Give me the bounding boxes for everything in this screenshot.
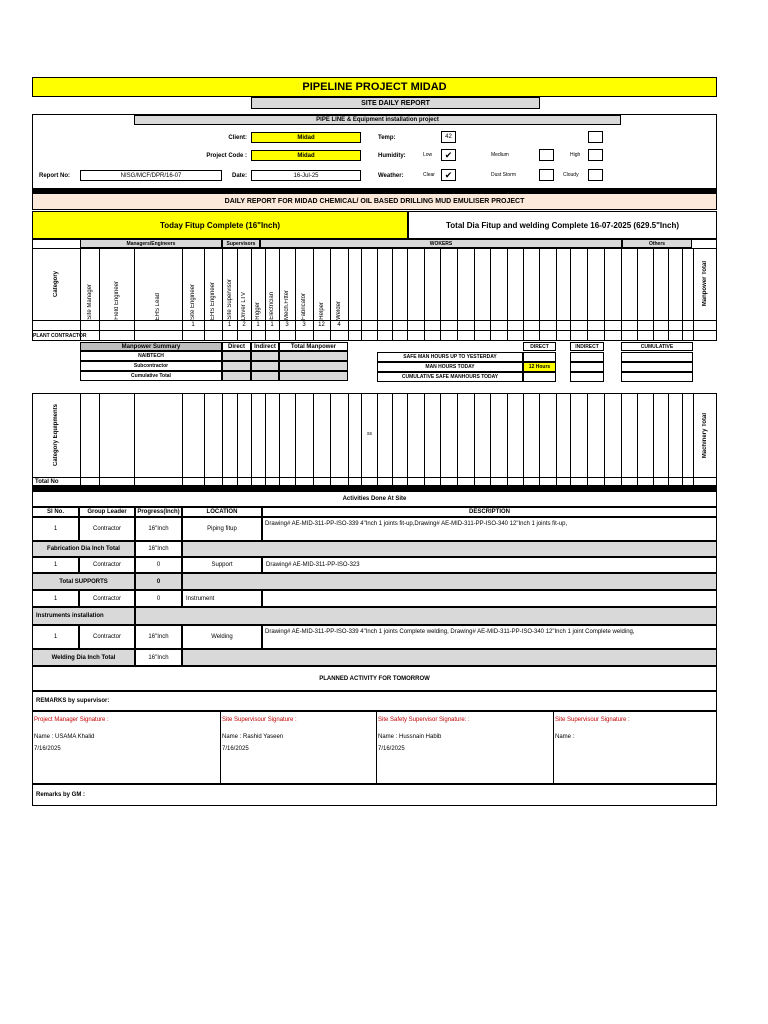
report-no-value: NISG/MCF/DPR/16-07 — [80, 170, 222, 181]
grid-line — [570, 393, 571, 486]
weather-clear-checkbox[interactable]: ✔ — [441, 169, 456, 181]
man-hours-today-value: 12 Hours — [523, 362, 556, 372]
safe-yesterday-label: SAFE MAN HOURS UP TO YESTERDAY — [377, 352, 523, 362]
role-header: Mech.Fitter — [284, 289, 290, 320]
grid-line — [134, 248, 135, 341]
weather-cloudy-label: Cloudy — [563, 172, 579, 178]
role-header: Helper — [318, 302, 325, 320]
grid-line — [621, 248, 622, 341]
summary-cell — [279, 371, 348, 381]
weld-total-value: 16"Inch — [135, 649, 182, 666]
grid-line — [377, 393, 378, 486]
planned-activity: PLANNED ACTIVITY FOR TOMORROW — [32, 666, 717, 691]
signature-name: Name : — [555, 734, 575, 740]
role-count: 2 — [242, 322, 246, 328]
grid-line — [693, 393, 694, 486]
grid-line — [361, 393, 362, 486]
grid-line — [653, 248, 654, 341]
signature-title: Site Supervisour Signature : — [555, 717, 630, 723]
grid-line — [204, 393, 205, 486]
role-count: 3 — [285, 322, 289, 328]
safe-indirect-header: INDIRECT — [570, 342, 604, 351]
grid-line — [556, 248, 557, 341]
safe-cell — [621, 372, 693, 382]
grid-line — [523, 248, 524, 341]
project-code-value: Midad — [251, 150, 361, 161]
grid-line — [457, 248, 458, 341]
grid-line — [637, 248, 638, 341]
grid-line — [237, 248, 238, 341]
act3-group-leader: Contractor — [79, 590, 135, 607]
remarks-gm: Remarks by GM : — [32, 784, 717, 806]
grid-line — [682, 393, 683, 486]
grid-line — [490, 248, 491, 341]
manpower-total-label: Manpower Total — [702, 261, 708, 307]
daily-report-title: DAILY REPORT FOR MIDAD CHEMICAL/ OIL BASED DRILLING MUD EMULISER PROJECT — [32, 193, 717, 210]
summary-row-label: Cumulative Total — [80, 371, 222, 381]
humidity-high-label: High — [570, 152, 581, 158]
group-managers: Managers/Engineers — [80, 239, 222, 248]
signature-date: 7/16/2025 — [222, 746, 249, 752]
grid-line — [330, 393, 331, 486]
grid-line — [539, 248, 540, 341]
act3-description — [262, 590, 717, 607]
grid-line — [587, 248, 588, 341]
grid-line — [204, 248, 205, 341]
man-hours-today-label: MAN HOURS TODAY — [377, 362, 523, 372]
signature-title: Project Manager Signature : — [34, 717, 109, 723]
grid-line — [377, 248, 378, 341]
grid-line — [265, 248, 266, 341]
role-header: Site Engineer — [190, 283, 196, 320]
activities-title: Activities Done At Site — [32, 491, 717, 507]
project-code-label: Project Code : — [206, 152, 247, 159]
col-sl: Sl No. — [32, 507, 79, 517]
signature-divider — [553, 711, 554, 784]
summary-cell — [251, 351, 279, 361]
grid-line — [424, 248, 425, 341]
weather-label: Weather: — [378, 172, 404, 179]
grid-line — [570, 248, 571, 341]
summary-cell — [222, 351, 251, 361]
group-others: Others — [622, 239, 692, 248]
fab-total-label: Fabrication Dia Inch Total — [32, 541, 135, 557]
signature-date: 7/16/2025 — [34, 746, 61, 752]
grid-line — [80, 248, 81, 341]
safe-cell — [570, 362, 604, 372]
role-count: 4 — [337, 322, 341, 328]
group-supervisors: Supervisors — [222, 239, 260, 248]
role-header: Site Supervisor — [226, 279, 233, 320]
grid-line — [313, 393, 314, 486]
grid-line — [182, 393, 183, 486]
act2-progress: 0 — [135, 557, 182, 573]
project-description: PIPE LINE & Equipment installation project — [134, 115, 621, 125]
role-header: Electrician — [269, 292, 275, 320]
summary-cell — [279, 351, 348, 361]
role-count — [204, 320, 222, 330]
role-header: Field Engineer — [113, 281, 120, 320]
act4-location: Welding — [182, 625, 262, 649]
grid-line — [348, 248, 349, 341]
act2-description: Drawing# AE-MID-311-PP-ISO-323 — [262, 557, 717, 573]
sup-total-value: 0 — [135, 573, 182, 590]
act2-location: Support — [182, 557, 262, 573]
grid-line — [539, 393, 540, 486]
humidity-low-label: Low — [423, 152, 433, 158]
client-value: Midad — [251, 132, 361, 143]
weather-clear-label: Clear — [423, 172, 435, 178]
today-fitup: Today Fitup Complete (16"Inch) — [32, 211, 408, 239]
grid-line — [507, 248, 508, 341]
grid-line — [392, 393, 393, 486]
summary-cell — [222, 361, 251, 371]
col-description: DESCRIPTION — [262, 507, 717, 517]
grid-line — [653, 393, 654, 486]
role-count: 3 — [302, 322, 306, 328]
act3-progress: 0 — [135, 590, 182, 607]
safe-cell — [570, 352, 604, 362]
temp-label: Temp: — [378, 134, 396, 141]
safe-cell — [523, 352, 556, 362]
grid-line — [604, 248, 605, 341]
act2-group-leader: Contractor — [79, 557, 135, 573]
grid-line — [99, 248, 100, 341]
weather-cloudy-checkbox[interactable] — [588, 169, 603, 181]
group-workers: WOKERS — [260, 239, 622, 248]
safe-cell — [621, 362, 693, 372]
grid-line — [222, 248, 223, 341]
role-header: Welder — [336, 301, 342, 320]
act3-location: Instrument — [182, 590, 262, 607]
grid-line — [440, 393, 441, 486]
col-progress: Progress(Inch) — [135, 507, 182, 517]
grid-line — [313, 248, 314, 341]
act4-progress: 16"Inch — [135, 625, 182, 649]
date-label: Date: — [231, 172, 247, 179]
grid-line — [637, 393, 638, 486]
equipment-mark: ss — [367, 431, 372, 437]
humidity-label: Humidity: — [378, 152, 406, 159]
grid-line — [507, 393, 508, 486]
act1-sl: 1 — [32, 517, 79, 541]
summary-cell — [222, 371, 251, 381]
grid-line — [457, 393, 458, 486]
grid-line — [295, 248, 296, 341]
grid-line — [279, 393, 280, 486]
grid-line — [556, 393, 557, 486]
summary-total-header: Total Manpower — [279, 342, 348, 351]
col-group-leader: Group Leader — [79, 507, 135, 517]
act4-description: Drawing# AE-MID-311-PP-ISO-339 4"Inch 1 joints Complete welding, Drawing# AE-MID-311-PP-ISO-340 12"Inch 1 joint Complete welding, — [262, 625, 717, 649]
role-count: 1 — [270, 322, 274, 328]
grid-line — [32, 477, 717, 478]
grid-line — [251, 393, 252, 486]
temp-value: 42 — [441, 131, 456, 143]
role-header: Site Manager — [86, 284, 93, 320]
grid-line — [32, 330, 717, 331]
grid-line — [80, 393, 81, 486]
grid-line — [330, 248, 331, 341]
safe-direct-header: DIRECT — [523, 342, 556, 351]
signature-name: Name : USAMA Khalid — [34, 734, 95, 740]
summary-cell — [251, 361, 279, 371]
signature-name: Name : Hussnain Habib — [378, 734, 442, 740]
total-no-label: Total No — [35, 478, 59, 485]
humidity-low-checkbox[interactable]: ✔ — [441, 149, 456, 161]
signature-divider — [220, 711, 221, 784]
role-count — [99, 320, 134, 330]
fab-total-value: 16"Inch — [135, 541, 182, 557]
safe-cell — [570, 372, 604, 382]
grid-line — [424, 393, 425, 486]
grid-line — [621, 393, 622, 486]
weather-dust-checkbox[interactable] — [539, 169, 554, 181]
manpower-summary-header: Manpower Summary — [80, 342, 222, 351]
humidity-medium-checkbox[interactable] — [539, 149, 554, 161]
act2-sl: 1 — [32, 557, 79, 573]
summary-row-label: Subcontractor — [80, 361, 222, 371]
signature-name: Name : Rashid Yaseen — [222, 734, 284, 740]
safe-cell — [523, 372, 556, 382]
grid-line — [99, 393, 100, 486]
grid-line — [134, 393, 135, 486]
category-equipments-label: Category Equipments — [53, 404, 59, 467]
signature-title: Site Safety Supervisor Signature: : — [378, 717, 470, 723]
grid-line — [279, 248, 280, 341]
role-count: 1 — [191, 322, 195, 328]
humidity-high-checkbox[interactable] — [588, 149, 603, 161]
remarks-supervisor: REMARKS by supervisor: — [32, 691, 717, 711]
grid-line — [182, 248, 183, 341]
client-label: Client: — [228, 134, 247, 141]
grid-line — [361, 248, 362, 341]
role-count — [134, 320, 182, 330]
grid-line — [32, 320, 717, 321]
col-location: LOCATION — [182, 507, 262, 517]
role-header: Rigger — [255, 302, 261, 320]
summary-indirect-header: Indirect — [251, 342, 279, 351]
plant-contractor-label: PLANT CONTRACTOR — [33, 333, 87, 339]
grid-line — [237, 393, 238, 486]
act1-location: Piping fitup — [182, 517, 262, 541]
summary-row-label: NAIBTECH — [80, 351, 222, 361]
signature-divider — [376, 711, 377, 784]
instruments-label: Instruments installation — [32, 607, 135, 625]
grid-line — [32, 248, 717, 249]
signature-date: 7/16/2025 — [378, 746, 405, 752]
act4-sl: 1 — [32, 625, 79, 649]
total-fitup: Total Dia Fitup and welding Complete 16-07-2025 (629.5"Inch) — [408, 211, 717, 239]
act4-group-leader: Contractor — [79, 625, 135, 649]
humidity-medium-label: Medium — [491, 152, 509, 158]
role-count — [80, 320, 99, 330]
summary-cell — [279, 361, 348, 371]
grid-line — [348, 393, 349, 486]
grid-line — [265, 393, 266, 486]
safe-cumulative-header: CUMULATIVE — [621, 342, 693, 351]
grid-line — [682, 248, 683, 341]
category-label: Category — [53, 270, 59, 297]
report-subtitle: SITE DAILY REPORT — [251, 97, 540, 109]
act3-sl: 1 — [32, 590, 79, 607]
role-header: EHS Lead — [155, 292, 161, 320]
grid-line — [295, 393, 296, 486]
summary-direct-header: Direct — [222, 342, 251, 351]
grid-line — [668, 393, 669, 486]
grid-line — [668, 248, 669, 341]
grid-line — [440, 248, 441, 341]
grid-line — [251, 248, 252, 341]
role-header: Driver LTV — [241, 291, 247, 320]
grid-line — [392, 248, 393, 341]
grid-line — [587, 393, 588, 486]
grid-line — [474, 393, 475, 486]
safe-cell — [621, 352, 693, 362]
sup-total-label: Total SUPPORTS — [32, 573, 135, 590]
grid-line — [490, 393, 491, 486]
temp-extra-checkbox[interactable] — [588, 131, 603, 143]
weather-dust-label: Dust Storm — [491, 172, 517, 178]
role-count: 12 — [318, 322, 325, 328]
signature-title: Site Supervisour Signature : — [222, 717, 297, 723]
grid-line — [407, 393, 408, 486]
weld-total-label: Welding Dia Inch Total — [32, 649, 135, 666]
act1-description: Drawing# AE-MID-311-PP-ISO-339 4"Inch 1 joints fit-up,Drawing# AE-MID-311-PP-ISO-340 12"Inch 1 joints fit-up, — [262, 517, 717, 541]
grid-line — [407, 248, 408, 341]
report-no-label: Report No: — [39, 172, 70, 179]
grid-line — [474, 248, 475, 341]
act1-progress: 16"Inch — [135, 517, 182, 541]
role-count: 1 — [256, 322, 260, 328]
machinery-total-label: Machinery Total — [702, 412, 708, 459]
summary-cell — [251, 371, 279, 381]
grid-line — [693, 248, 694, 341]
role-count: 1 — [227, 322, 232, 328]
grid-line — [222, 393, 223, 486]
role-header: EHS Engineer — [210, 281, 216, 320]
cumulative-safe-label: CUMULATIVE SAFE MANHOURS TODAY — [377, 372, 523, 382]
grid-line — [604, 393, 605, 486]
act1-group-leader: Contractor — [79, 517, 135, 541]
grid-line — [523, 393, 524, 486]
report-title: PIPELINE PROJECT MIDAD — [32, 77, 717, 97]
date-value: 16-Jul-25 — [251, 170, 361, 181]
role-header: Fabricator — [301, 292, 307, 320]
